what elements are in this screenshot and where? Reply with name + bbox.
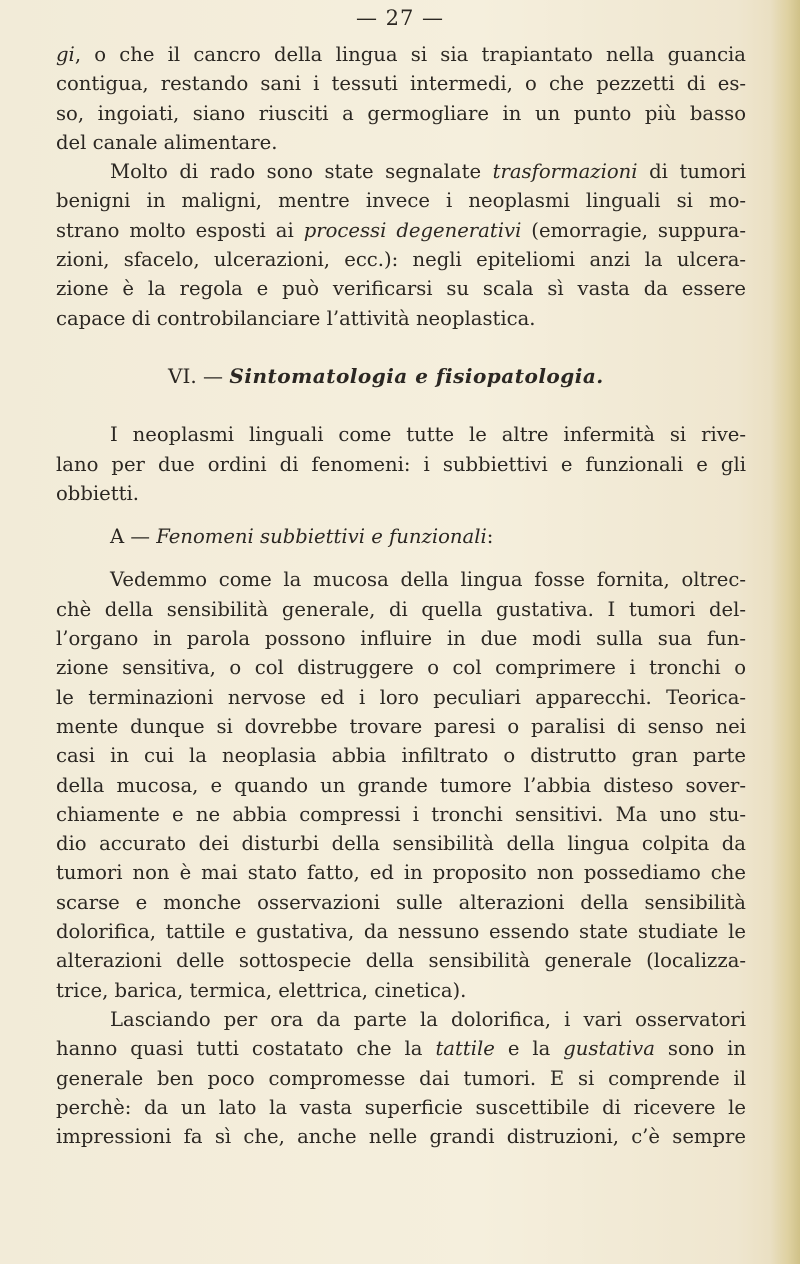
italic-text: gi xyxy=(56,43,75,66)
text-line: hanno quasi tutti costatato che la tattile e la gustativa sono in xyxy=(56,1037,746,1061)
paragraph xyxy=(56,565,746,1004)
subsection-title: Fenomeni subbiettivi e funzionali xyxy=(156,525,487,549)
spacer xyxy=(56,391,746,420)
text-line: zioni, sfacelo, ulcerazioni, ecc.): negli epiteliomi anzi la ulcera- xyxy=(56,248,746,272)
italic-text: processi degenerativi xyxy=(303,218,522,242)
paragraph xyxy=(56,157,746,333)
italic-text: tattile xyxy=(435,1037,495,1061)
page-body xyxy=(56,40,746,1151)
text-line: tumori non è mai stato fatto, ed in proposito non possediamo che xyxy=(56,861,746,885)
spacer xyxy=(56,333,746,362)
text-line: l’organo in parola possono influire in due modi sulla sua fun- xyxy=(56,627,746,651)
text-line: del canale alimentare. xyxy=(56,130,278,154)
text-line: gi, o che il cancro della lingua si sia trapiantato nella guancia xyxy=(56,43,746,66)
text-line: alterazioni delle sottospecie della sensibilità generale (localizza- xyxy=(56,949,746,973)
text-line: obbietti. xyxy=(56,481,139,505)
text-line: lano per due ordini di fenomeni: i subbiettivi e funzionali e gli xyxy=(56,452,746,476)
text-line: contigua, restando sani i tessuti intermedi, o che pezzetti di es- xyxy=(56,72,746,96)
text-line: casi in cui la neoplasia abbia infiltrato o distrutto gran parte xyxy=(56,744,746,768)
text-line: I neoplasmi linguali come tutte le altre infermità si rive- xyxy=(110,423,746,447)
text-line: strano molto esposti ai processi degenerativi (emorragie, suppura- xyxy=(56,218,746,242)
paragraph xyxy=(56,1005,746,1151)
text-line: perchè: da un lato la vasta superficie suscettibile di ricevere le xyxy=(56,1095,746,1119)
text-line: dolorifica, tattile e gustativa, da nessuno essendo state studiate le xyxy=(56,920,746,944)
page-edge-shadow xyxy=(770,0,800,1264)
text-line: impressioni fa sì che, anche nelle grandi distruzioni, c’è sempre xyxy=(56,1125,746,1149)
text-line: dio accurato dei disturbi della sensibilità della lingua colpita da xyxy=(56,832,746,856)
text-line: della mucosa, e quando un grande tumore l’abbia disteso sover- xyxy=(56,773,746,797)
italic-text: trasformazioni xyxy=(492,160,638,184)
text-line: generale ben poco compromesse dai tumori. E si comprende il xyxy=(56,1066,746,1090)
section-title: Sintomatologia e fisiopatologia. xyxy=(229,363,604,388)
subsection-letter: A — xyxy=(110,525,157,549)
section-number: VI. — xyxy=(168,363,230,388)
text-line: mente dunque si dovrebbe trovare paresi o paralisi di senso nei xyxy=(56,714,746,738)
text-line: chiamente e ne abbia compressi i tronchi sensitivi. Ma uno stu- xyxy=(56,802,746,826)
text-line: capace di controbilanciare l’attività neoplastica. xyxy=(56,306,536,330)
text-line: so, ingoiati, siano riusciti a germogliare in un punto più basso xyxy=(56,101,746,125)
text-line: zione sensitiva, o col distruggere o col comprimere i tronchi o xyxy=(56,656,746,680)
subsection-heading: A — Fenomeni subbiettivi e funzionali: xyxy=(110,525,494,549)
text-line: Molto di rado sono state segnalate trasformazioni di tumori xyxy=(110,160,746,184)
text-line: trice, barica, termica, elettrica, cinetica). xyxy=(56,978,467,1002)
text-line: Vedemmo come la mucosa della lingua fosse fornita, oltrec- xyxy=(110,568,746,592)
text-line: benigni in maligni, mentre invece i neoplasmi linguali si mo- xyxy=(56,189,746,213)
text-line: zione è la regola e può verificarsi su scala sì vasta da essere xyxy=(56,277,746,301)
text-line: chè della sensibilità generale, di quella gustativa. I tumori del- xyxy=(56,597,746,621)
spacer xyxy=(56,508,746,522)
text-line: Lasciando per ora da parte la dolorifica, i vari osservatori xyxy=(110,1007,746,1031)
paragraph xyxy=(56,420,746,508)
text-line: scarse e monche osservazioni sulle alterazioni della sensibilità xyxy=(56,890,746,914)
section-heading xyxy=(56,362,746,391)
paragraph xyxy=(56,40,746,157)
text-line: le terminazioni nervose ed i loro peculiari apparecchi. Teorica- xyxy=(56,685,746,709)
page-number: — 27 — xyxy=(355,6,445,30)
italic-text: gustativa xyxy=(563,1037,655,1061)
spacer xyxy=(56,551,746,565)
